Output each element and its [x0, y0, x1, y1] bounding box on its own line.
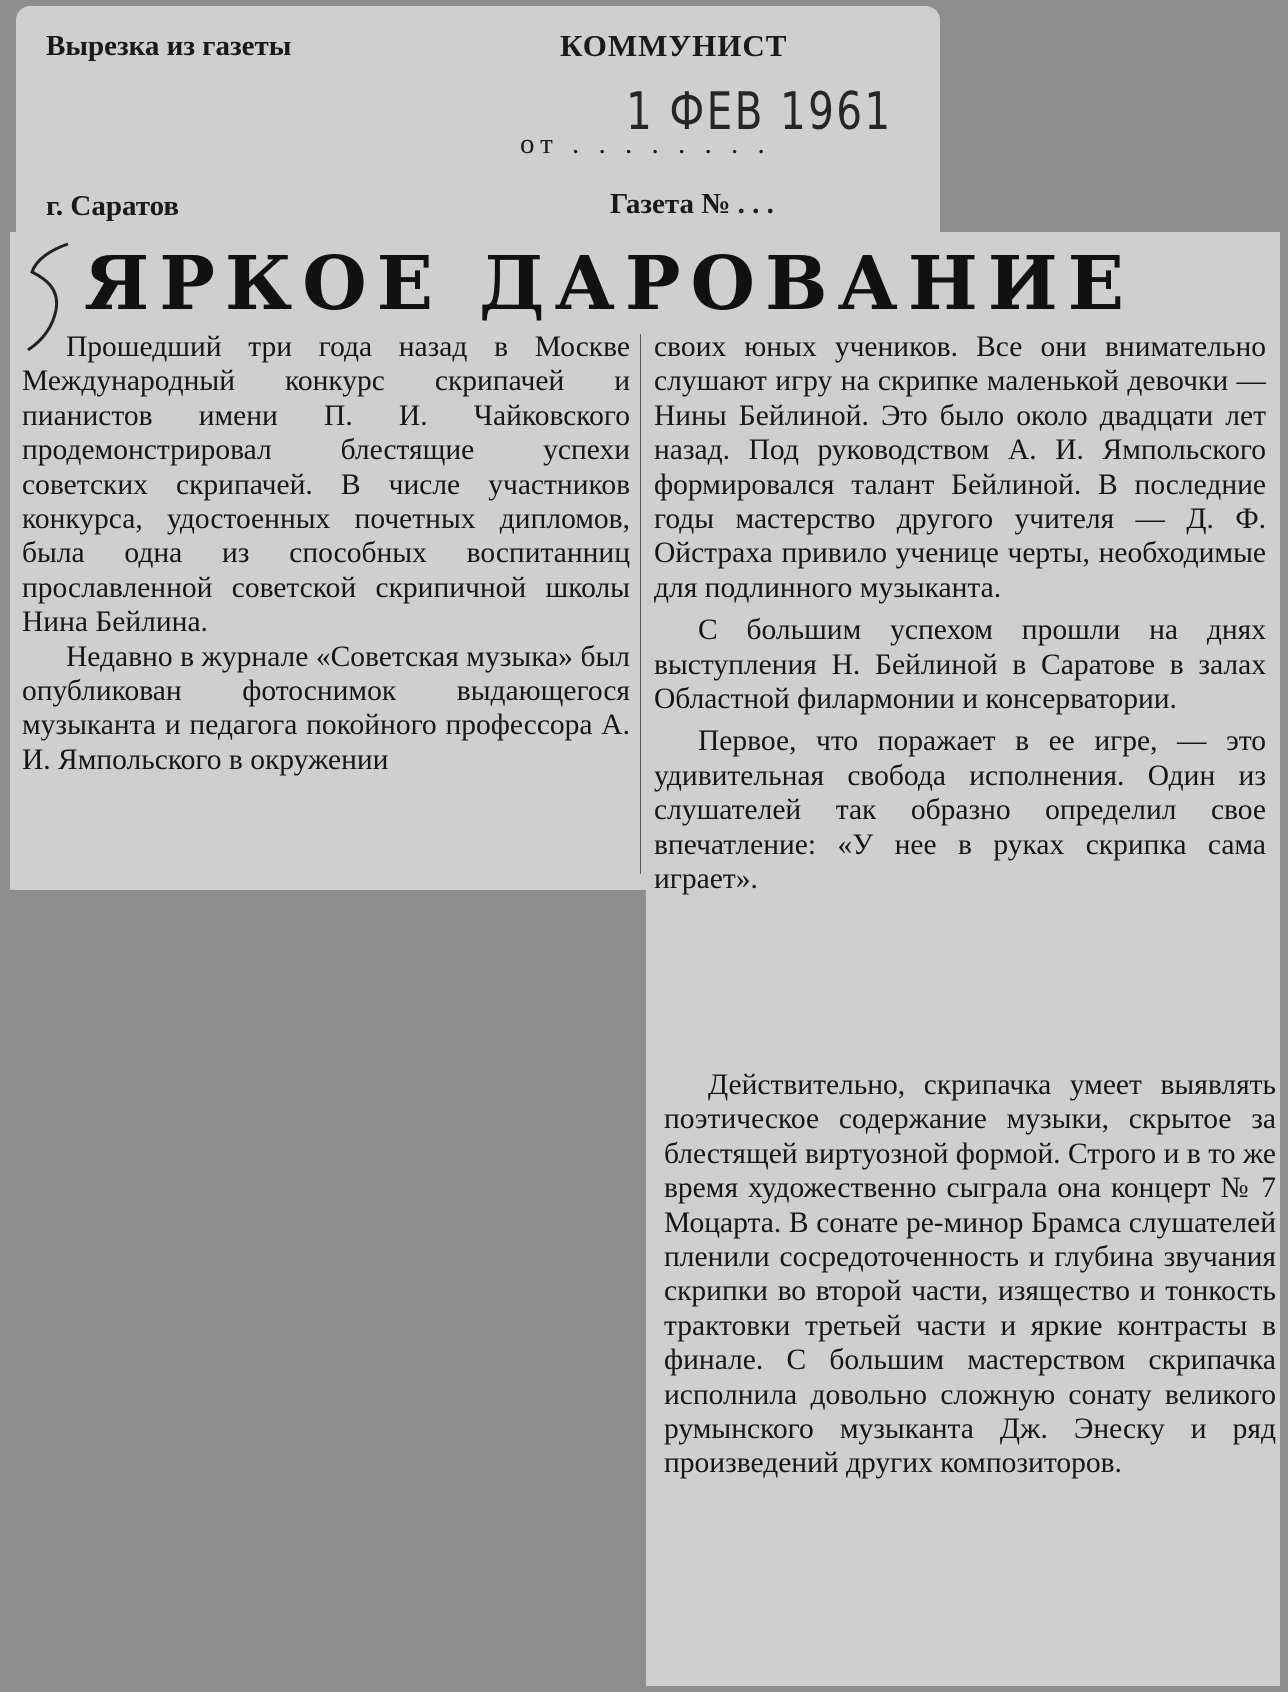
date-stamp: 1 ФЕВ 1961: [626, 82, 893, 142]
clipping-label: Вырезка из газеты: [46, 30, 292, 62]
left-column: [22, 330, 630, 777]
article-title: ЯРКОЕ ДАРОВАНИЕ: [84, 241, 1135, 327]
paragraph: Первое, что поражает в ее игре, — это удивительная свобода исполнения. Один из слушателей так образно определил свое впечатление: «У нее в руках скрипка сама играет».: [654, 725, 1266, 896]
city-label: г. Саратов: [46, 190, 180, 222]
right-column-top: [654, 330, 1266, 897]
issue-label: Газета № . . .: [610, 188, 774, 220]
paragraph: Прошедший три года назад в Москве Международный конкурс скрипачей и пианистов имени П. И. Чайковского продемонстрировал блестящие успехи советских скрипачей. В числе участников конкурса, удостоенных почетных дипломов, была одна из способных воспитанниц прославленной советской скрипичной школы Нина Бейлина.: [22, 331, 630, 639]
right-column-bottom: [664, 1068, 1276, 1481]
paragraph: Действительно, скрипачка умеет выявлять поэтическое содержание музыки, скрытое за блестящей виртуозной формой. Строго и в то же время художественно сыграла она концерт № 7 Моцарта. В сонате ре-минор Брамса слушателей пленили сосредоточенность и глубина звучания скрипки во второй части, изящество и тонкость трактовки третьей части и яркие контрасты в финале. С большим мастерством скрипачка исполнила довольно сложную сонату великого румынского музыканта Дж. Энеску и ряд произведений других композиторов.: [664, 1069, 1276, 1480]
newspaper-name: КОММУНИСТ: [560, 28, 788, 63]
column-divider: [640, 334, 641, 874]
paragraph: С большим успехом прошли на днях выступления Н. Бейлиной в Саратове в залах Областной филармонии и консерватории.: [654, 614, 1266, 716]
from-label: от . . . . . . . .: [520, 128, 771, 160]
paragraph: своих юных учеников. Все они внимательно слушают игру на скрипке маленькой девочки — Нины Бейлиной. Это было около двадцати лет назад. Под руководством А. И. Ямпольского формировался талант Бейлиной. В последние годы мастерство другого учителя — Д. Ф. Ойстраха привило ученице черты, необходимые для подлинного музыканта.: [654, 331, 1266, 604]
paragraph: Недавно в журнале «Советская музыка» был опубликован фотоснимок выдающегося музыканта и педагога покойного профессора А. И. Ямпольского в окружении: [22, 640, 630, 776]
